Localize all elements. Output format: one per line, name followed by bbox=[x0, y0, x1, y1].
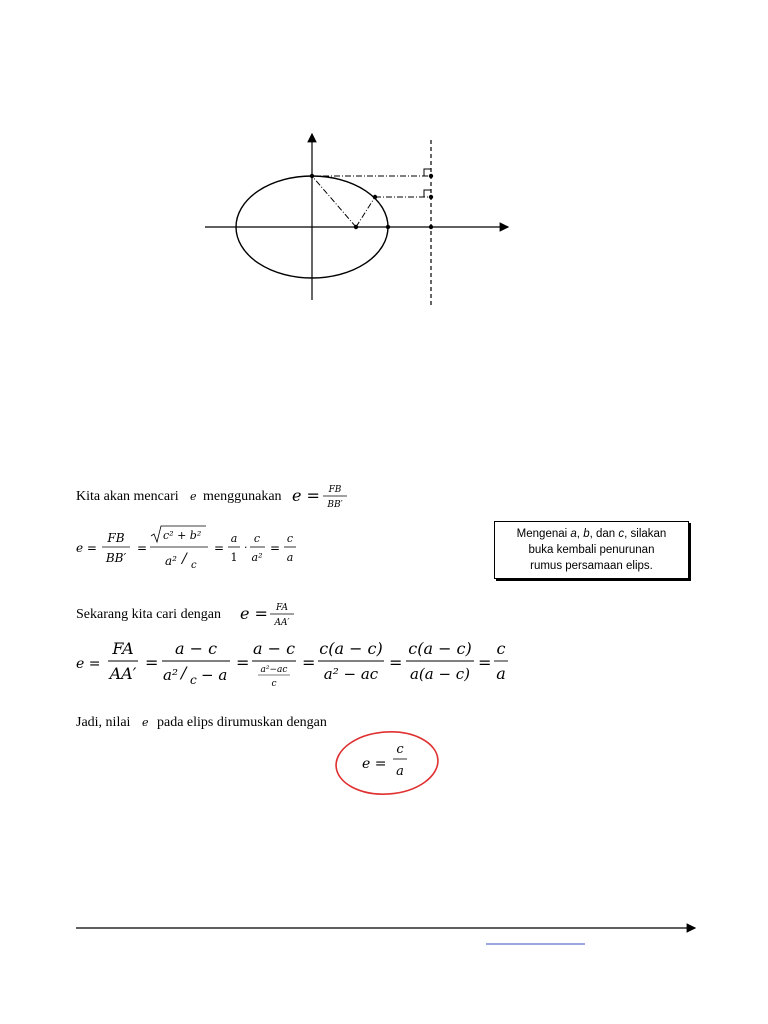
svg-text:·: · bbox=[244, 541, 248, 554]
point-P bbox=[373, 195, 377, 199]
note-line-3: rumus persamaan elips. bbox=[530, 560, 653, 572]
note-line-1: Mengenai a, b, dan c, silakan bbox=[516, 528, 667, 540]
eq2-f3-den-num: a²−ac bbox=[260, 665, 288, 675]
intro2-formula-lhs: e = bbox=[240, 604, 268, 623]
note-box bbox=[494, 521, 689, 579]
svg-text:=: = bbox=[302, 653, 316, 672]
eq2-f5-den: a(a − c) bbox=[409, 665, 471, 683]
point-A-prime bbox=[429, 225, 433, 229]
eq2-f2-den-c: c bbox=[190, 673, 197, 687]
intro2-formula-den: AA′ bbox=[274, 618, 290, 628]
eq2-f4-num: c(a − c) bbox=[319, 639, 383, 658]
note-var-a: a bbox=[570, 528, 577, 540]
svg-text:=: = bbox=[236, 653, 250, 672]
note-var-c: c bbox=[618, 528, 625, 540]
eq1-frac1-num: FB bbox=[107, 531, 125, 545]
intro-line bbox=[0, 476, 768, 516]
result-lhs: e = bbox=[362, 756, 387, 772]
eq2-f6-num: c bbox=[496, 639, 506, 658]
svg-text:=: = bbox=[478, 653, 492, 672]
eq1-frac-a: a bbox=[230, 532, 238, 545]
eq2-f2-num: a − c bbox=[174, 639, 218, 658]
eq2-f6-den: a bbox=[496, 664, 506, 683]
note-var-b: b bbox=[583, 528, 590, 540]
eq1-den-a2: a² bbox=[165, 554, 177, 568]
eq2-f2-den-minus: − a bbox=[201, 666, 228, 684]
intro2-line bbox=[0, 598, 768, 634]
eq1-frac-c: c bbox=[253, 532, 261, 545]
eq1-e: e = bbox=[76, 541, 97, 555]
eq2-f3-num: a − c bbox=[252, 639, 296, 658]
point-B-prime bbox=[429, 174, 433, 178]
svg-text:=: = bbox=[270, 541, 281, 555]
highlight-circle bbox=[334, 729, 440, 798]
eq1-res-c: c bbox=[286, 532, 294, 545]
equation-1 bbox=[0, 520, 490, 580]
intro-var: e bbox=[190, 490, 197, 503]
svg-text:=: = bbox=[389, 653, 403, 672]
conclusion-suffix: pada elips dirumuskan dengan bbox=[157, 715, 327, 730]
svg-text:=: = bbox=[214, 541, 225, 555]
intro-prefix: Kita akan mencari bbox=[76, 489, 179, 504]
ellipse-diagram bbox=[0, 0, 768, 330]
note-line-2: buka kembali penurunan bbox=[528, 544, 655, 556]
intro2-formula-num: FA bbox=[276, 603, 288, 613]
conclusion-prefix: Jadi, nilai bbox=[76, 715, 131, 730]
result-num: c bbox=[396, 742, 404, 757]
point-F bbox=[354, 225, 358, 229]
eq1-frac1-den: BB′ bbox=[105, 551, 127, 565]
result-den: a bbox=[396, 764, 404, 779]
eq2-f5-num: c(a − c) bbox=[408, 639, 472, 658]
intro2-prefix: Sekarang kita cari dengan bbox=[76, 607, 221, 622]
svg-text:/: / bbox=[181, 663, 187, 682]
eq1-frac-a2: a² bbox=[251, 551, 263, 564]
svg-text:=: = bbox=[137, 541, 148, 555]
intro-suffix: menggunakan bbox=[203, 489, 282, 504]
intro-formula-num: FB bbox=[328, 485, 342, 495]
equation-2 bbox=[0, 636, 530, 696]
svg-text:/: / bbox=[182, 551, 187, 567]
eq1-sqrt-expr: c² + b² bbox=[163, 529, 202, 542]
point-P-prime bbox=[429, 195, 433, 199]
eq2-f4-den: a² − ac bbox=[323, 665, 379, 683]
eq1-frac-1: 1 bbox=[230, 551, 238, 564]
intro-formula-den: BB′ bbox=[327, 500, 343, 510]
result-formula bbox=[325, 728, 450, 800]
eq2-f2-den-a2: a² bbox=[163, 666, 178, 684]
eq1-den-c: c bbox=[191, 560, 197, 571]
dash-F-to-P bbox=[356, 197, 375, 227]
svg-text:=: = bbox=[145, 653, 159, 672]
eq2-f1-num: FA bbox=[112, 639, 134, 658]
point-B bbox=[310, 174, 314, 178]
conclusion-var: e bbox=[142, 716, 149, 729]
eq2-e: e = bbox=[76, 656, 101, 672]
footer-rule bbox=[0, 918, 768, 958]
intro-formula-lhs: e = bbox=[292, 486, 320, 505]
point-A bbox=[386, 225, 390, 229]
eq2-f3-den-den: c bbox=[271, 679, 277, 689]
eq2-f1-den: AA′ bbox=[109, 664, 137, 683]
eq1-res-a: a bbox=[286, 551, 294, 564]
dash-F-to-B bbox=[312, 176, 356, 227]
